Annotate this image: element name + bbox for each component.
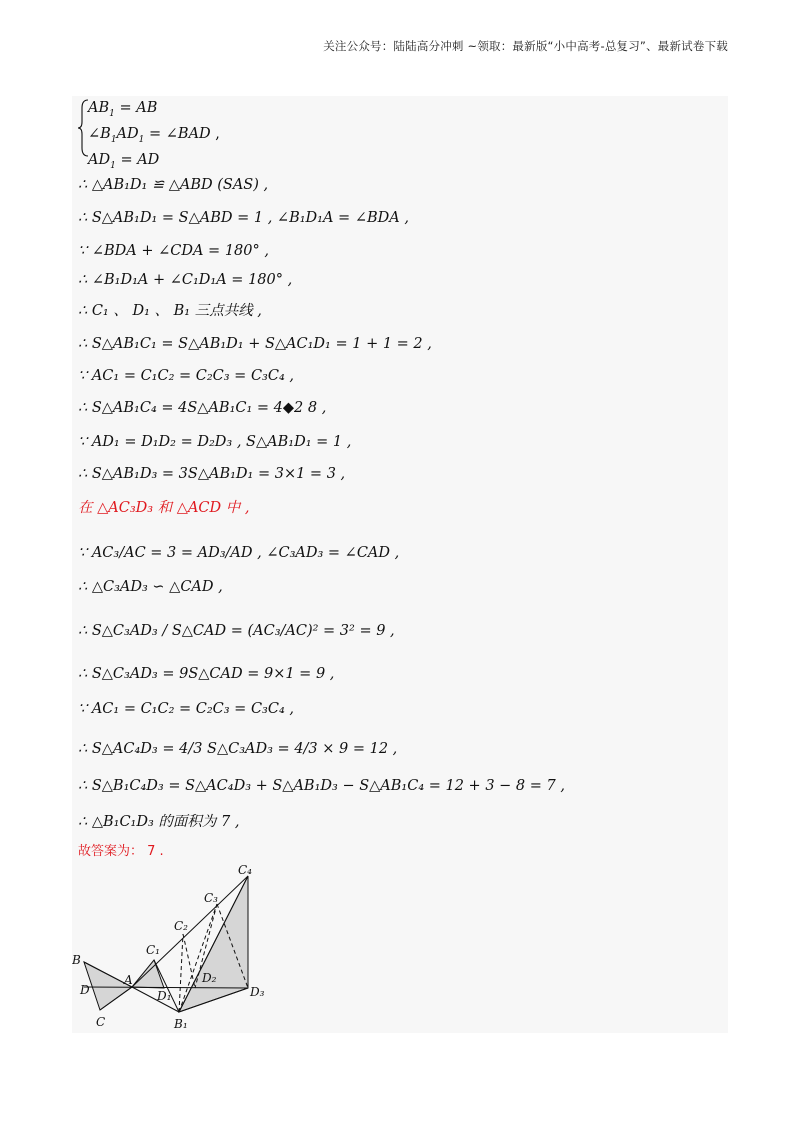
label-b: B bbox=[72, 953, 81, 967]
label-c2: C₂ bbox=[174, 919, 188, 933]
solution-line-6: ∴ S△AB₁C₁ = S△AB₁D₁ + S△AC₁D₁ = 1 + 1 = 2 , bbox=[78, 336, 432, 352]
triangle-ac1d1-shade bbox=[132, 960, 164, 988]
solution-line-19: ∴ △B₁C₁D₃ 的面积为 7 , bbox=[78, 814, 240, 830]
solution-line-4: ∴ ∠B₁D₁A + ∠C₁D₁A = 180° , bbox=[78, 272, 293, 288]
label-c: C bbox=[96, 1015, 106, 1029]
label-d2: D₂ bbox=[202, 971, 217, 985]
solution-line-15: ∴ S△C₃AD₃ = 9S△CAD = 9×1 = 9 , bbox=[78, 666, 335, 682]
solution-line-18: ∴ S△B₁C₄D₃ = S△AC₄D₃ + S△AB₁D₃ − S△AB₁C₄ = 12 + 3 − 8 = 7 , bbox=[78, 778, 565, 794]
solution-line-7: ∵ AC₁ = C₁C₂ = C₂C₃ = C₃C₄ , bbox=[78, 368, 294, 384]
dashed-b1c2 bbox=[179, 934, 183, 1012]
page-header: 关注公众号：陆陆高分冲刺 ~领取：最新版“小中高考-总复习”、最新试卷下载 bbox=[323, 39, 728, 53]
solution-line-14: ∴ S△C₃AD₃ / S△CAD = (AC₃/AC)² = 3² = 9 , bbox=[78, 623, 395, 639]
solution-line-11: 在 △AC₃D₃ 和 △ACD 中 , bbox=[78, 500, 250, 516]
segment-ab1 bbox=[132, 987, 179, 1012]
solution-line-2: ∴ S△AB₁D₁ = S△ABD = 1 , ∠B₁D₁A = ∠BDA , bbox=[78, 210, 409, 226]
label-d1: D₁ bbox=[157, 989, 172, 1003]
label-b1: B₁ bbox=[174, 1017, 188, 1031]
solution-line-13: ∴ △C₃AD₃ ∽ △CAD , bbox=[78, 579, 223, 595]
solution-line-9: ∵ AD₁ = D₁D₂ = D₂D₃ , S△AB₁D₁ = 1 , bbox=[78, 434, 352, 450]
solution-line-17: ∴ S△AC₄D₃ = 4/3 S△C₃AD₃ = 4/3 × 9 = 12 , bbox=[78, 741, 398, 757]
dashed-c2d2 bbox=[183, 934, 195, 988]
label-d3: D₃ bbox=[250, 985, 265, 999]
label-c1: C₁ bbox=[146, 943, 160, 957]
solution-line-5: ∴ C₁ 、 D₁ 、 B₁ 三点共线 , bbox=[78, 303, 262, 319]
solution-line-8: ∴ S△AB₁C₄ = 4S△AB₁C₁ = 4◆2 8 , bbox=[78, 400, 327, 416]
geometry-figure bbox=[72, 862, 302, 1037]
solution-line-16: ∵ AC₁ = C₁C₂ = C₂C₃ = C₃C₄ , bbox=[78, 701, 294, 717]
answer-line: 故答案为： 7 . bbox=[78, 844, 164, 859]
label-a: A bbox=[124, 973, 133, 987]
label-d: D bbox=[80, 983, 90, 997]
solution-line-3: ∵ ∠BDA + ∠CDA = 180° , bbox=[78, 243, 269, 259]
label-c3: C₃ bbox=[204, 891, 218, 905]
solution-line-12: ∵ AC₃/AC = 3 = AD₃/AD , ∠C₃AD₃ = ∠CAD , bbox=[78, 545, 400, 561]
label-c4: C₄ bbox=[238, 863, 252, 877]
solution-line-1: ∴ △AB₁D₁ ≌ △ABD (SAS) , bbox=[78, 177, 269, 193]
solution-line-10: ∴ S△AB₁D₃ = 3S△AB₁D₁ = 3×1 = 3 , bbox=[78, 466, 346, 482]
